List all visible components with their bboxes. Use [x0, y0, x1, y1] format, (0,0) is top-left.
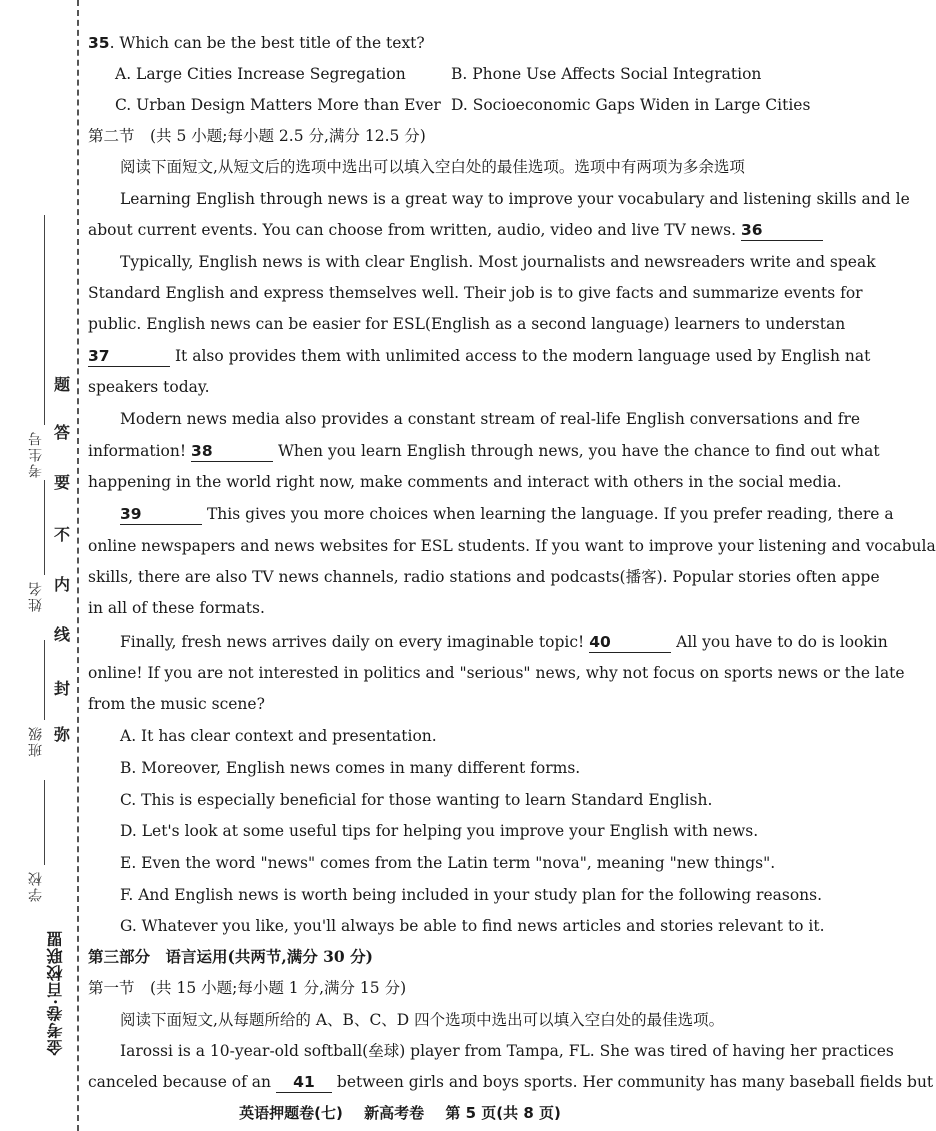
- section-2-title: 第二节 (共 5 小题;每小题 2.5 分,满分 12.5 分): [88, 127, 426, 145]
- seal-char-da: 答: [54, 423, 71, 442]
- p2-line-4: [88, 346, 870, 367]
- seal-char-ti: 题: [54, 375, 71, 394]
- p4-line-4: in all of these formats.: [88, 599, 265, 617]
- p3-line-2a: information!: [88, 442, 187, 460]
- p2-line-1: Typically, English news is with clear English. Most journalists and newsreaders write and speak: [120, 253, 876, 271]
- class-label: 班级: [28, 725, 44, 757]
- section-2-instruction: 阅读下面短文,从短文后的选项中选出可以填入空白处的最佳选项。选项中有两项为多余选项: [120, 158, 745, 176]
- blank-38[interactable]: [191, 441, 273, 462]
- question-35-number: 35: [88, 34, 110, 52]
- p3-line-2: [88, 441, 880, 462]
- p5-line-2: online! If you are not interested in politics and "serious" news, why not focus on sports news or the late: [88, 664, 905, 682]
- blank-41-number: 41: [293, 1073, 315, 1091]
- exam-number-label: 考生号: [28, 430, 44, 478]
- blank-37[interactable]: [88, 346, 170, 367]
- q35-option-d: D. Socioeconomic Gaps Widen in Large Cities: [451, 96, 811, 114]
- option-e: E. Even the word "news" comes from the Latin term "nova", meaning "new things".: [120, 854, 776, 872]
- blank-39-number: 39: [120, 505, 142, 523]
- p4-line-1: [120, 504, 894, 525]
- blank-39[interactable]: [120, 504, 202, 525]
- option-b: B. Moreover, English news comes in many different forms.: [120, 759, 581, 777]
- p5-line-1: [120, 632, 888, 653]
- blank-37-number: 37: [88, 347, 110, 365]
- seal-char-bu: 不: [54, 525, 71, 544]
- school-field[interactable]: [44, 780, 45, 865]
- seal-char-mi: 弥: [54, 725, 71, 744]
- part-3-line-2a: canceled because of an: [88, 1073, 272, 1091]
- seal-dashed-line: [77, 0, 79, 1131]
- class-field[interactable]: [44, 640, 45, 720]
- p3-line-1: Modern news media also provides a constant stream of real-life English conversations and fre: [120, 410, 861, 428]
- p2-line-3: public. English news can be easier for ESL(English as a second language) learners to understan: [88, 315, 846, 333]
- footer-exam-type: 新高考卷: [364, 1104, 425, 1122]
- q35-option-b: B. Phone Use Affects Social Integration: [451, 65, 762, 83]
- blank-40-number: 40: [589, 633, 611, 651]
- option-g: G. Whatever you like, you'll always be able to find news articles and stories relevant to it.: [120, 917, 825, 935]
- q35-option-c: C. Urban Design Matters More than Ever: [115, 96, 441, 114]
- blank-36[interactable]: [741, 220, 823, 241]
- name-field[interactable]: [44, 480, 45, 575]
- option-a: A. It has clear context and presentation.: [120, 727, 437, 745]
- p1-line-2: [88, 220, 823, 241]
- p1-line-2-text: about current events. You can choose from written, audio, video and live TV news.: [88, 221, 737, 239]
- p3-line-2b: When you learn English through news, you have the chance to find out what: [277, 442, 880, 460]
- option-d: D. Let's look at some useful tips for helping you improve your English with news.: [120, 822, 759, 840]
- p5-line-1b: All you have to do is lookin: [676, 633, 888, 651]
- part-3-line-2: [88, 1072, 933, 1093]
- footer-paper-name: 英语押题卷(七): [239, 1104, 343, 1122]
- seal-char-xian: 线: [54, 625, 71, 644]
- q35-option-a: A. Large Cities Increase Segregation: [115, 65, 406, 83]
- part-3-line-1: Iarossi is a 10-year-old softball(垒球) player from Tampa, FL. She was tired of having her practices: [120, 1042, 894, 1060]
- name-label: 姓名: [28, 580, 44, 612]
- p5-line-1a: Finally, fresh news arrives daily on every imaginable topic!: [120, 633, 585, 651]
- p2-line-5: speakers today.: [88, 378, 210, 396]
- part-3-section-1-title: 第一节 (共 15 小题;每小题 1 分,满分 15 分): [88, 979, 407, 997]
- question-35-text: . Which can be the best title of the text?: [109, 34, 425, 52]
- exam-number-field[interactable]: [44, 215, 45, 425]
- seal-char-feng: 封: [54, 679, 71, 698]
- question-35: [88, 33, 425, 53]
- blank-38-number: 38: [191, 442, 213, 460]
- brand-label: 金考卷·百校联盟: [46, 930, 65, 1056]
- p4-line-2: online newspapers and news websites for ESL students. If you want to improve your listening and vocabula: [88, 537, 936, 555]
- p1-line-1: Learning English through news is a great way to improve your vocabulary and listening skills and le: [120, 190, 910, 208]
- p2-line-2: Standard English and express themselves well. Their job is to give facts and summarize events for: [88, 284, 863, 302]
- page-content: [88, 0, 936, 1131]
- part-3-title: 第三部分 语言运用(共两节,满分 30 分): [88, 947, 373, 966]
- p4-line-3: skills, there are also TV news channels, radio stations and podcasts(播客). Popular stories often appe: [88, 568, 880, 586]
- part-3-line-2b: between girls and boys sports. Her community has many baseball fields but: [336, 1073, 934, 1091]
- blank-40[interactable]: [589, 632, 671, 653]
- blank-36-number: 36: [741, 221, 763, 239]
- option-f: F. And English news is worth being included in your study plan for the following reasons.: [120, 886, 823, 904]
- page-footer: [0, 1102, 800, 1123]
- part-3-instruction: 阅读下面短文,从每题所给的 A、B、C、D 四个选项中选出可以填入空白处的最佳选项。: [120, 1011, 725, 1029]
- blank-41[interactable]: [276, 1072, 332, 1093]
- p5-line-3: from the music scene?: [88, 695, 265, 713]
- p4-line-1-text: This gives you more choices when learning the language. If you prefer reading, there a: [206, 505, 894, 523]
- p3-line-3: happening in the world right now, make comments and interact with others in the social media.: [88, 473, 842, 491]
- seal-char-nei: 内: [54, 575, 71, 594]
- p2-line-4-text: It also provides them with unlimited access to the modern language used by English nat: [174, 347, 871, 365]
- option-c: C. This is especially beneficial for those wanting to learn Standard English.: [120, 791, 713, 809]
- seal-char-yao: 要: [54, 473, 71, 492]
- school-label: 学校: [28, 870, 44, 902]
- footer-page-number: 第 5 页(共 8 页): [445, 1104, 561, 1122]
